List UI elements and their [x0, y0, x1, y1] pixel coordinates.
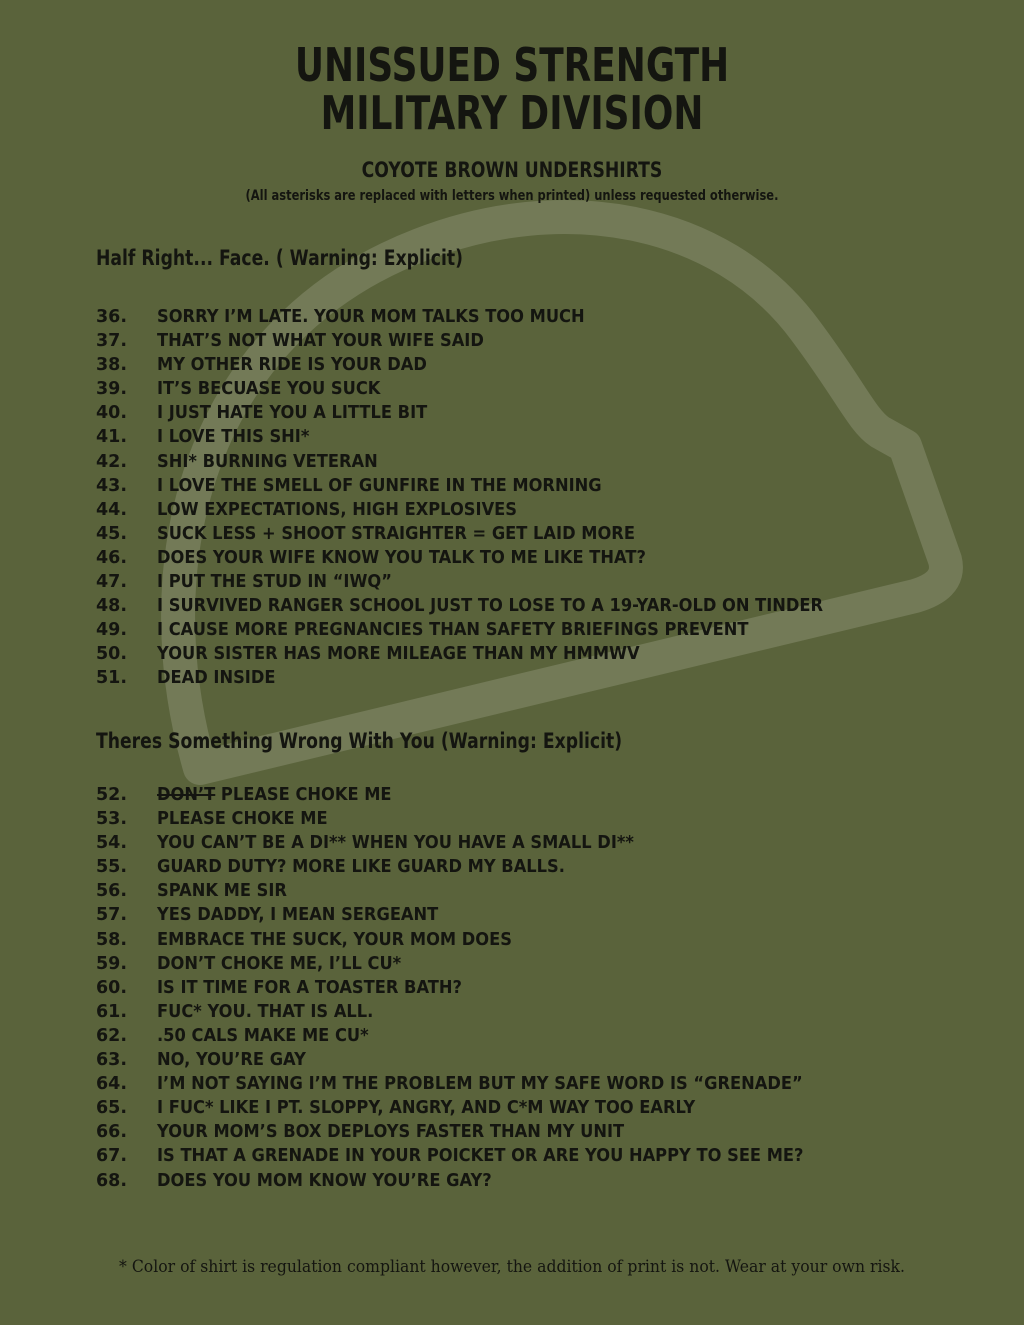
item-text	[157, 783, 392, 807]
item-text: FUC* YOU. THAT IS ALL.	[157, 1001, 374, 1022]
item-text: YOU CAN’T BE A DI** WHEN YOU HAVE A SMALL DI**	[157, 833, 634, 854]
item-number: 58.	[96, 929, 128, 950]
item-number: 43.	[96, 475, 128, 496]
item-number: 49.	[96, 620, 128, 641]
item-number: 45.	[96, 523, 128, 544]
item-text: DOES YOU MOM KNOW YOU’RE GAY?	[157, 1170, 492, 1191]
item-text-rest: PLEASE CHOKE ME	[215, 785, 392, 805]
item-number: 44.	[96, 499, 128, 520]
item-number: 66.	[96, 1122, 128, 1143]
item-text: I SURVIVED RANGER SCHOOL JUST TO LOSE TO A 19-YAR-OLD ON TINDER	[157, 596, 824, 617]
item-number: 39.	[96, 379, 128, 400]
item-number: 51.	[96, 668, 128, 689]
item-text: .50 CALS MAKE ME CU*	[157, 1025, 369, 1046]
item-text: I CAUSE MORE PREGNANCIES THAN SAFETY BRIEFINGS PREVENT	[157, 620, 749, 641]
item-text: PLEASE CHOKE ME	[157, 809, 328, 830]
item-number: 40.	[96, 403, 128, 424]
item-text: NO, YOU’RE GAY	[157, 1050, 306, 1071]
item-text: I’M NOT SAYING I’M THE PROBLEM BUT MY SAFE WORD IS “GRENADE”	[157, 1074, 803, 1095]
item-text: IT’S BECUASE YOU SUCK	[157, 379, 381, 400]
item-text: YES DADDY, I MEAN SERGEANT	[157, 905, 439, 926]
item-text: GUARD DUTY? MORE LIKE GUARD MY BALLS.	[157, 857, 565, 878]
asterisk-note: (All asterisks are replaced with letters when printed) unless requested otherwise.	[245, 188, 779, 204]
item-number: 64.	[96, 1074, 128, 1095]
item-text: I LOVE THE SMELL OF GUNFIRE IN THE MORNING	[157, 475, 602, 496]
page-subtitle: COYOTE BROWN UNDERSHIRTS	[361, 158, 663, 182]
item-number: 46.	[96, 547, 128, 568]
item-text: YOUR SISTER HAS MORE MILEAGE THAN MY HMMWV	[157, 644, 640, 665]
item-text: DON’T CHOKE ME, I’LL CU*	[157, 953, 402, 974]
item-number: 54.	[96, 833, 128, 854]
item-number: 61.	[96, 1001, 128, 1022]
item-number: 55.	[96, 857, 128, 878]
item-text: IS IT TIME FOR A TOASTER BATH?	[157, 977, 462, 998]
item-text: LOW EXPECTATIONS, HIGH EXPLOSIVES	[157, 499, 518, 520]
item-text: SPANK ME SIR	[157, 881, 287, 902]
item-number: 41.	[96, 427, 128, 448]
item-text: I FUC* LIKE I PT. SLOPPY, ANGRY, AND C*M WAY TOO EARLY	[157, 1098, 696, 1119]
item-text: IS THAT A GRENADE IN YOUR POICKET OR ARE YOU HAPPY TO SEE ME?	[157, 1146, 804, 1167]
item-text: SHI* BURNING VETERAN	[157, 451, 378, 472]
item-number: 62.	[96, 1025, 128, 1046]
item-number: 63.	[96, 1050, 128, 1071]
item-number: 59.	[96, 953, 128, 974]
item-text: DEAD INSIDE	[157, 668, 276, 689]
item-number: 37.	[96, 331, 128, 352]
item-text: YOUR MOM’S BOX DEPLOYS FASTER THAN MY UNIT	[157, 1122, 625, 1143]
section-heading-something-wrong: Theres Something Wrong With You (Warning: Explicit)	[96, 729, 623, 753]
item-number: 38.	[96, 355, 128, 376]
page-title-line-1: UNISSUED STRENGTH	[294, 38, 730, 92]
section-heading-half-right: Half Right... Face. ( Warning: Explicit)	[96, 246, 464, 270]
item-number: 57.	[96, 905, 128, 926]
item-number: 47.	[96, 572, 128, 593]
item-number: 50.	[96, 644, 128, 665]
item-number: 65.	[96, 1098, 128, 1119]
item-text: SORRY I’M LATE. YOUR MOM TALKS TOO MUCH	[157, 307, 585, 327]
item-number: 36.	[96, 307, 128, 327]
item-text: I LOVE THIS SHI*	[157, 427, 310, 448]
item-number: 48.	[96, 596, 128, 617]
item-number: 52.	[96, 785, 128, 805]
strikethrough-text: DON’T	[157, 785, 216, 805]
item-number: 42.	[96, 451, 128, 472]
item-number: 68.	[96, 1170, 128, 1191]
item-text: EMBRACE THE SUCK, YOUR MOM DOES	[157, 929, 512, 950]
item-number: 56.	[96, 881, 128, 902]
page-title-line-2: MILITARY DIVISION	[320, 86, 704, 140]
item-text: MY OTHER RIDE IS YOUR DAD	[157, 355, 427, 376]
item-text: I PUT THE STUD IN “IWQ”	[157, 572, 392, 593]
item-text: I JUST HATE YOU A LITTLE BIT	[157, 403, 428, 424]
footer-disclaimer: * Color of shirt is regulation compliant however, the addition of print is not. Wear at your own risk.	[119, 1257, 905, 1277]
item-number: 53.	[96, 809, 128, 830]
item-number: 67.	[96, 1146, 128, 1167]
item-text: THAT’S NOT WHAT YOUR WIFE SAID	[157, 331, 484, 352]
item-text: SUCK LESS + SHOOT STRAIGHTER = GET LAID MORE	[157, 523, 635, 544]
item-number: 60.	[96, 977, 128, 998]
item-text: DOES YOUR WIFE KNOW YOU TALK TO ME LIKE THAT?	[157, 547, 646, 568]
